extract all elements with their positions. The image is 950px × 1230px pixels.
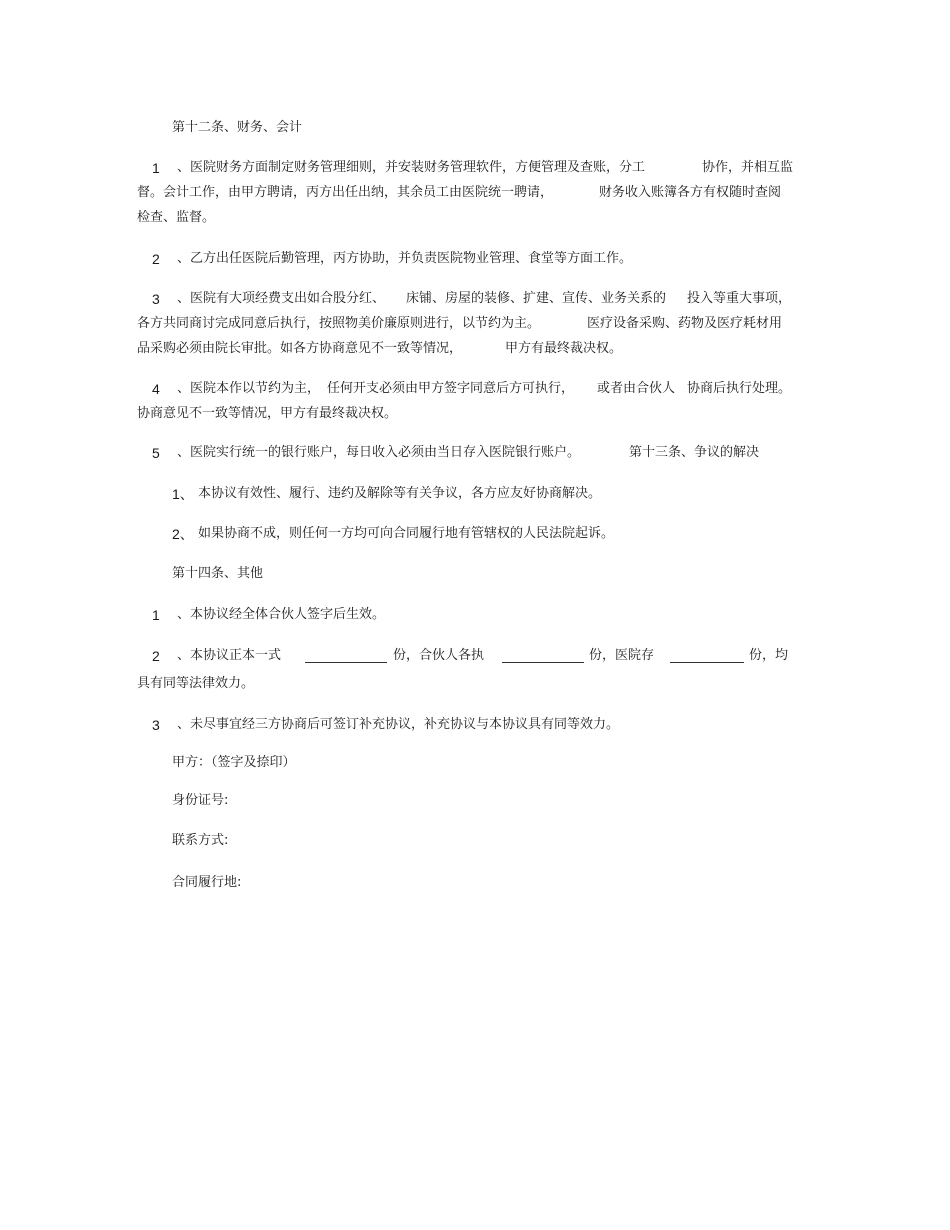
clause-12-3-line-2 (137, 316, 783, 332)
clause-text: 份，合伙人各执 (393, 648, 485, 663)
clause-14-3 (152, 717, 620, 735)
clause-text: 财务收入账簿各方有权随时查阅 (599, 185, 782, 200)
section-13-title: 第十三条、争议的解决 (629, 445, 760, 460)
performance-place-label: 合同履行地: (172, 875, 242, 890)
clause-12-1-line-1 (152, 160, 794, 178)
contact-label: 联系方式: (172, 833, 229, 848)
clause-12-4-line-1 (152, 381, 792, 399)
clause-12-3-line-1 (152, 291, 792, 309)
section-14-title: 第十四条、其他 (172, 566, 264, 581)
clause-13-2 (172, 526, 615, 544)
clause-text: 份，医院存 (589, 648, 655, 663)
clause-number: 3 (152, 717, 160, 733)
clause-text: 、医院实行统一的银行账户，每日收入必须由当日存入医院银行账户。 (177, 445, 581, 460)
clause-text: 、本协议经全体合伙人签字后生效。 (177, 607, 386, 622)
clause-number: 5 (152, 445, 160, 461)
clause-12-5 (152, 445, 760, 463)
clause-number: 1 (152, 160, 160, 176)
clause-text: 份，均 (749, 648, 789, 663)
clause-text: 各方共同商讨完成同意后执行，按照物美价廉原则进行，以节约为主。 (137, 316, 541, 331)
clause-14-2-line-1 (152, 648, 789, 666)
copies-hospital-blank[interactable] (670, 650, 744, 663)
clause-number: 2、 (172, 526, 194, 542)
clause-text: 协作，并相互监 (702, 160, 794, 175)
clause-text: 、本协议正本一式 (177, 648, 282, 663)
clause-text: 床铺、房屋的装修、扩建、宣传、业务关系的 (406, 291, 667, 306)
clause-12-1-line-2 (137, 185, 782, 201)
section-12-title: 第十二条、财务、会计 (172, 120, 303, 135)
copies-total-blank[interactable] (305, 650, 387, 663)
clause-text: 品采购必须由院长审批。如各方协商意见不一致等情况， (137, 341, 463, 356)
clause-number: 3 (152, 291, 160, 307)
clause-12-3-line-3 (137, 341, 623, 357)
party-a-signature-label: 甲方：（签字及捺印） (172, 755, 296, 770)
clause-text: 任何开支必须由甲方签字同意后方可执行， (327, 381, 575, 396)
clause-13-1 (172, 486, 602, 504)
clause-text: 甲方有最终裁决权。 (505, 341, 623, 356)
clause-number: 1、 (172, 486, 194, 502)
copies-partner-blank[interactable] (502, 650, 584, 663)
id-number-label: 身份证号: (172, 793, 229, 808)
clause-text: 或者由合伙人 (597, 381, 676, 396)
clause-14-1 (152, 607, 386, 625)
clause-number: 2 (152, 251, 160, 267)
clause-text: 、乙方出任医院后勤管理，丙方协助，并负责医院物业管理、食堂等方面工作。 (177, 251, 633, 266)
clause-text: 、医院财务方面制定财务管理细则，并安装财务管理软件，方便管理及查账，分工 (177, 160, 646, 175)
clause-12-2 (152, 251, 633, 269)
clause-12-1-line-3: 检查、监督。 (137, 210, 216, 225)
clause-text: 医疗设备采购、药物及医疗耗材用 (587, 316, 783, 331)
clause-text: 、医院本作以节约为主， (177, 381, 321, 396)
clause-number: 2 (152, 648, 160, 664)
clause-text: 、医院有大项经费支出如合股分红、 (177, 291, 386, 306)
clause-number: 4 (152, 381, 160, 397)
clause-text: 如果协商不成，则任何一方均可向合同履行地有管辖权的人民法院起诉。 (198, 526, 615, 541)
clause-12-4-line-2: 协商意见不一致等情况，甲方有最终裁决权。 (137, 406, 398, 421)
clause-text: 本协议有效性、履行、违约及解除等有关争议，各方应友好协商解决。 (198, 486, 602, 501)
clause-text: 投入等重大事项， (687, 291, 792, 306)
clause-text: 督。会计工作，由甲方聘请，丙方出任出纳，其余员工由医院统一聘请， (137, 185, 554, 200)
clause-text: 、未尽事宜经三方协商后可签订补充协议，补充协议与本协议具有同等效力。 (177, 717, 620, 732)
clause-text: 协商后执行处理。 (687, 381, 792, 396)
clause-number: 1 (152, 607, 160, 623)
clause-14-2-line-2: 具有同等法律效力。 (137, 676, 255, 691)
